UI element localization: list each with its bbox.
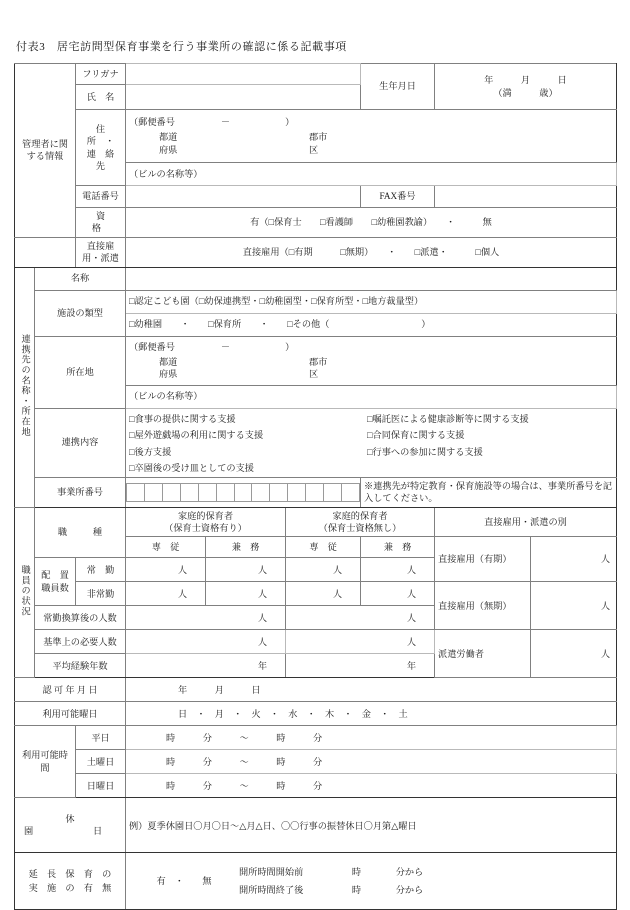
partner-section-label: 連携先の名称・所在地 (15, 267, 35, 507)
tel-label: 電話番号 (76, 186, 126, 208)
partner-city-label-2: 区 (309, 369, 319, 380)
fte-without-license[interactable]: 人 (286, 606, 435, 630)
extended-care-before-open-hour: 時 (351, 866, 362, 877)
postal-code-label: （郵便番号 － ） (129, 116, 295, 127)
manager-furigana-row (15, 64, 617, 85)
staff-parttime-row (15, 582, 617, 606)
city-label-1: 郡市 (309, 132, 328, 143)
subheader-exclusive-2: 専 従 (286, 537, 361, 558)
registration-form-table (14, 63, 617, 910)
col-header-without-license-line1: 家庭的保育者 (332, 510, 388, 521)
fte-with-license[interactable]: 人 (126, 606, 286, 630)
available-hours-row-3 (15, 774, 617, 798)
partner-location-input[interactable] (126, 336, 617, 385)
business-number-cell[interactable] (324, 483, 342, 501)
fax-input[interactable] (435, 186, 617, 208)
partner-type-label: 施設の類型 (35, 290, 126, 336)
cooperation-item[interactable]: □屋外遊戯場の利用に関する支援 (129, 430, 264, 441)
business-number-cells (126, 483, 360, 502)
business-number-cell[interactable] (234, 483, 252, 501)
hours-sunday-value[interactable]: 時 分 ～ 時 分 (126, 774, 617, 798)
approval-date-value[interactable]: 年 月 日 (126, 678, 617, 702)
approval-date-row (15, 678, 617, 702)
col-header-with-license (126, 507, 286, 537)
extended-care-yes-no[interactable]: 有 ・ 無 (156, 876, 212, 887)
partner-location-row (15, 336, 617, 385)
business-number-cell[interactable] (162, 483, 180, 501)
partner-name-row (15, 267, 617, 290)
partner-location-label: 所在地 (35, 336, 126, 408)
cooperation-item[interactable]: □卒園後の受け皿としての支援 (129, 463, 254, 474)
page-title: 付表3 居宅訪問型保育事業を行う事業所の確認に係る記載事項 (16, 41, 347, 53)
fulltime-without-exclusive[interactable]: 人 (286, 558, 361, 582)
hours-saturday-value[interactable]: 時 分 ～ 時 分 (126, 750, 617, 774)
col-header-employment-type: 直接雇用・派遣の別 (435, 507, 617, 537)
cooperation-item[interactable]: □行事への参加に関する支援 (367, 446, 483, 457)
avg-years-without-license[interactable]: 年 (286, 654, 435, 678)
subheader-concurrent-2: 兼 務 (361, 537, 435, 558)
business-number-note: ※連携先が特定教育・保育施設等の場合は、事業所番号を記入してください。 (361, 477, 617, 507)
business-number-cell[interactable] (342, 483, 360, 501)
partner-name-label: 名称 (35, 267, 126, 290)
qualification-label: 資 格 (76, 208, 126, 238)
row-label-fte: 常勤換算後の人数 (35, 606, 126, 630)
business-number-cell[interactable] (180, 483, 198, 501)
assigned-staff-label-line2: 職員数 (41, 582, 69, 593)
row-label-parttime: 非常勤 (76, 582, 126, 606)
partner-name-input[interactable] (126, 267, 617, 290)
partner-type-row-1 (15, 290, 617, 313)
cooperation-column-left (129, 413, 367, 475)
closed-days-row (15, 798, 617, 853)
cooperation-column-right (367, 413, 529, 475)
address-label (76, 110, 126, 186)
extended-care-after-close-minute: 分から (395, 885, 424, 896)
extended-care-label-line1: 延 長 保 育 の (28, 868, 112, 879)
partner-type-options-line2[interactable]: □幼稚園 ・ □保育所 ・ □その他（ ） (126, 313, 617, 336)
employment-label: 直接雇用・派遣 (76, 237, 126, 267)
prefecture-label-1: 都道 (159, 132, 178, 143)
extended-care-before-open-row[interactable] (239, 863, 423, 881)
available-hours-label: 利用可能時間 (15, 726, 76, 798)
cooperation-options[interactable] (126, 408, 617, 477)
manager-employment-row (15, 237, 617, 267)
employment-dispatch-value[interactable]: 人 (531, 630, 617, 678)
partner-building-input[interactable]: （ビルの名称等） (126, 385, 617, 408)
col-header-with-license-line2: （保育士資格有り） (164, 522, 247, 533)
business-number-cell[interactable] (306, 483, 324, 501)
row-label-fulltime: 常 勤 (76, 558, 126, 582)
closed-days-input[interactable]: 例）夏季休園日〇月〇日～△月△日、〇〇行事の振替休日〇月第△曜日 (126, 798, 617, 853)
business-number-label: 事業所番号 (35, 477, 126, 507)
name-label: 氏 名 (76, 85, 126, 110)
business-number-row (15, 477, 617, 507)
address-label-line1: 住 所 ・ (86, 123, 115, 147)
fulltime-with-exclusive[interactable]: 人 (126, 558, 206, 582)
available-days-row (15, 702, 617, 726)
parttime-with-exclusive[interactable]: 人 (126, 582, 206, 606)
extended-care-after-close-label: 開所時間終了後 (239, 885, 304, 896)
staff-required-row (15, 630, 617, 654)
subheader-exclusive-1: 専 従 (126, 537, 206, 558)
required-without-license[interactable]: 人 (286, 630, 435, 654)
col-header-without-license-line2: （保育士資格無し） (318, 522, 402, 533)
job-type-label: 職 種 (35, 507, 126, 558)
address-label-line2: 連 絡 先 (86, 148, 124, 171)
employment-indefinite-label: 直接雇用（無期） (435, 582, 531, 630)
extended-care-before-open-label: 開所時間開始前 (239, 866, 304, 877)
staff-section-label: 職員の状況 (15, 507, 35, 678)
business-number-cell[interactable] (288, 483, 306, 501)
employment-fixed-term-label: 直接雇用（有期） (435, 537, 531, 582)
available-hours-row-1 (15, 726, 617, 750)
row-label-required: 基準上の必要人数 (35, 630, 126, 654)
name-input[interactable] (126, 85, 361, 110)
fulltime-with-concurrent[interactable]: 人 (206, 558, 286, 582)
cooperation-item[interactable]: □食事の提供に関する支援 (129, 413, 236, 424)
business-number-cell[interactable] (144, 483, 162, 501)
partner-city-label-1: 郡市 (309, 356, 328, 367)
prefecture-label-2: 府県 (159, 144, 178, 155)
business-number-cell[interactable] (270, 483, 288, 501)
extended-care-before-open-minute: 分から (395, 866, 424, 877)
hours-day-label: 日曜日 (76, 774, 126, 798)
extended-care-after-close-hour: 時 (351, 885, 362, 896)
hours-day-label: 平日 (76, 726, 126, 750)
assigned-staff-label (35, 558, 76, 606)
closed-days-label: 休 園 日 (15, 798, 126, 853)
birthdate-age: （満 歳） (493, 87, 558, 98)
qualification-options[interactable]: 有（□保育士 □看護師 □幼稚園教諭） ・ 無 (126, 208, 617, 238)
partner-prefecture-label-2: 府県 (159, 369, 178, 380)
furigana-input[interactable] (126, 64, 361, 85)
staff-header-row (15, 507, 617, 537)
cooperation-item[interactable]: □合同保育に関する支援 (367, 430, 465, 441)
extended-care-content (126, 853, 617, 910)
hours-day-label: 土曜日 (76, 750, 126, 774)
cooperation-label: 連携内容 (35, 408, 126, 477)
col-header-with-license-line1: 家庭的保育者 (177, 510, 234, 521)
extended-care-row (15, 853, 617, 910)
fax-label: FAX番号 (361, 186, 435, 208)
cooperation-item[interactable]: □嘱託医による健康診断等に関する支援 (367, 413, 529, 424)
business-number-cell[interactable] (198, 483, 216, 501)
parttime-without-exclusive[interactable]: 人 (286, 582, 361, 606)
parttime-without-concurrent[interactable]: 人 (361, 582, 435, 606)
birthdate-ymd: 年 月 日 (484, 75, 567, 86)
fulltime-without-concurrent[interactable]: 人 (361, 558, 435, 582)
partner-cooperation-row (15, 408, 617, 477)
partner-postal-label: （郵便番号 － ） (129, 341, 295, 352)
subheader-concurrent-1: 兼 務 (206, 537, 286, 558)
tel-input[interactable] (126, 186, 361, 208)
row-label-avg-years: 平均経験年数 (35, 654, 126, 678)
approval-date-label: 認 可 年 月 日 (15, 678, 126, 702)
available-hours-row-2 (15, 750, 617, 774)
city-label-2: 区 (309, 144, 319, 155)
building-name-input[interactable]: （ビルの名称等） (126, 163, 617, 186)
address-input[interactable] (126, 110, 617, 163)
partner-prefecture-label-1: 都道 (159, 356, 178, 367)
business-number-grid[interactable] (126, 477, 361, 507)
extended-care-after-close-row[interactable] (239, 881, 423, 899)
manager-qualification-row (15, 208, 617, 238)
extended-care-label (15, 853, 126, 910)
business-number-cell[interactable] (127, 483, 145, 501)
available-days-label: 利用可能曜日 (15, 702, 126, 726)
employment-dispatch-label: 派遣労働者 (435, 630, 531, 678)
manager-tel-row (15, 186, 617, 208)
available-days-value[interactable]: 日 ・ 月 ・ 火 ・ 水 ・ 木 ・ 金 ・ 土 (126, 702, 617, 726)
parttime-with-concurrent[interactable]: 人 (206, 582, 286, 606)
manager-address-row (15, 110, 617, 163)
furigana-label: フリガナ (76, 64, 126, 85)
employment-options[interactable]: 直接雇用（□有期 □無期） ・ □派遣・ □個人 (126, 237, 617, 267)
manager-section-label: 管理者に関する情報 (15, 64, 76, 238)
required-with-license[interactable]: 人 (126, 630, 286, 654)
birthdate-label: 生年月日 (361, 64, 435, 110)
business-number-cell[interactable] (216, 483, 234, 501)
employment-indefinite-value[interactable]: 人 (531, 582, 617, 630)
col-header-without-license (286, 507, 435, 537)
cooperation-item[interactable]: □後方支援 (129, 446, 172, 457)
assigned-staff-label-line1: 配 置 (41, 570, 69, 581)
hours-weekday-value[interactable]: 時 分 ～ 時 分 (126, 726, 617, 750)
partner-type-options-line1[interactable]: □認定こども園（□幼保連携型・□幼稚園型・□保育所型・□地方裁量型） (126, 290, 617, 313)
employment-fixed-term-value[interactable]: 人 (531, 537, 617, 582)
business-number-cell[interactable] (252, 483, 270, 501)
birthdate-value-cell[interactable] (435, 64, 617, 110)
manager-empty-cell (15, 237, 76, 267)
avg-years-with-license[interactable]: 年 (126, 654, 286, 678)
extended-care-label-line2: 実 施 の 有 無 (28, 883, 112, 894)
